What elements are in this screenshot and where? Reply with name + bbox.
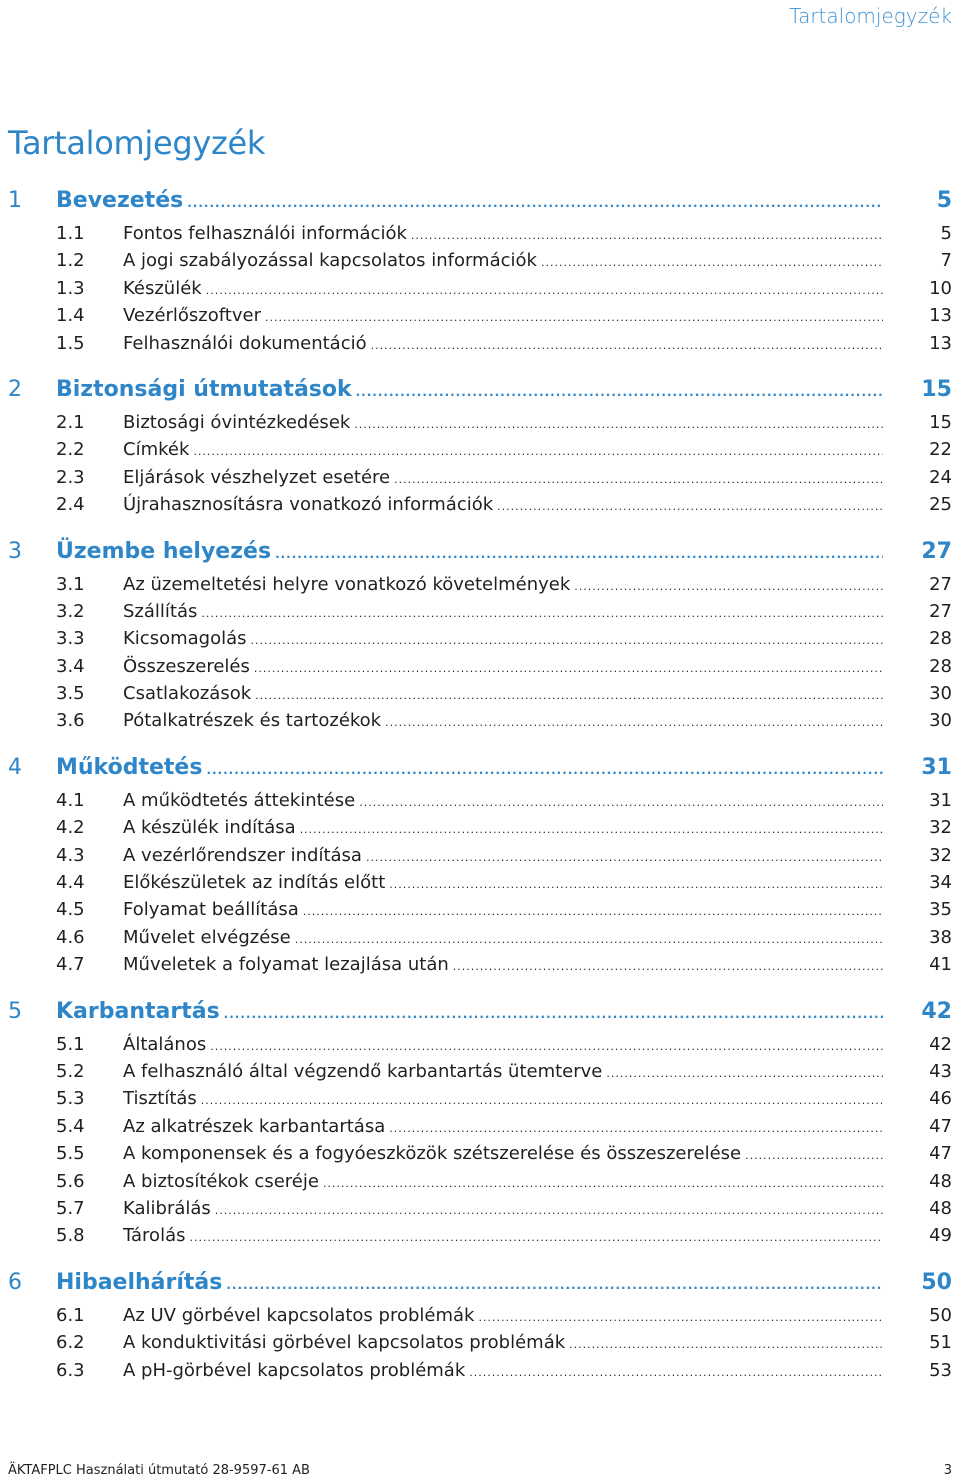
toc-dot-leader (323, 1170, 883, 1197)
toc-dot-leader (255, 682, 883, 709)
toc-dot-leader (453, 953, 883, 980)
toc-entry-title[interactable]: Összeszerelés (123, 655, 250, 677)
toc-entry-title[interactable]: Hibaelhárítás (56, 1269, 223, 1295)
toc-entry-number: 2 (8, 376, 22, 402)
toc-section-6-1[interactable] (0, 1302, 960, 1329)
toc-dot-leader (226, 1266, 883, 1304)
toc-page-number: 48 (929, 1170, 952, 1192)
toc-section-5-1[interactable] (0, 1031, 960, 1058)
toc-dot-leader (206, 277, 883, 304)
toc-section-3-3[interactable] (0, 625, 960, 652)
toc-section-4-7[interactable] (0, 951, 960, 978)
toc-entry-title[interactable]: Művelet elvégzése (123, 926, 291, 948)
toc-entry-number: 4.4 (56, 872, 85, 894)
toc-dot-leader (251, 627, 883, 654)
toc-entry-number: 2.1 (56, 411, 85, 433)
toc-section-2-3[interactable] (0, 464, 960, 491)
toc-entry-number: 5.1 (56, 1033, 85, 1055)
toc-dot-leader (574, 573, 883, 600)
toc-dot-leader (366, 844, 883, 871)
table-of-contents (0, 182, 960, 1384)
toc-page-number: 48 (929, 1197, 952, 1219)
toc-page-number: 28 (929, 655, 952, 677)
toc-chapter-2[interactable] (0, 371, 960, 409)
toc-section-5-7[interactable] (0, 1195, 960, 1222)
toc-section-2-1[interactable] (0, 409, 960, 436)
toc-page-number: 22 (929, 439, 952, 461)
toc-section-1-4[interactable] (0, 302, 960, 329)
toc-section-5-3[interactable] (0, 1085, 960, 1112)
toc-dot-leader (354, 411, 883, 438)
toc-entry-text (123, 896, 883, 925)
toc-section-1-2[interactable] (0, 247, 960, 274)
toc-entry-number: 4.3 (56, 844, 85, 866)
toc-page-number: 27 (929, 600, 952, 622)
toc-entry-number: 5.8 (56, 1225, 85, 1247)
toc-entry-text (123, 1085, 883, 1114)
chapter-spacer (0, 519, 960, 533)
toc-entry-title[interactable]: Folyamat beállítása (123, 899, 299, 921)
toc-entry-text (123, 1031, 883, 1060)
toc-section-6-2[interactable] (0, 1329, 960, 1356)
toc-entry-number: 5.6 (56, 1170, 85, 1192)
toc-page-number: 47 (929, 1115, 952, 1137)
toc-entry-title[interactable]: A pH-görbével kapcsolatos problémák (123, 1359, 466, 1381)
toc-entry-number: 3.2 (56, 600, 85, 622)
toc-dot-leader (411, 222, 883, 249)
toc-entry-title[interactable]: Fontos felhasználói információk (123, 223, 407, 244)
toc-page-number: 7 (940, 250, 952, 272)
chapter-spacer (0, 1250, 960, 1264)
toc-page-number: 31 (921, 754, 952, 780)
toc-page-number: 47 (929, 1143, 952, 1165)
toc-entry-title[interactable]: Bevezetés (56, 188, 184, 213)
toc-entry-title[interactable]: Csatlakozások (123, 683, 252, 705)
toc-section-6-3[interactable] (0, 1357, 960, 1384)
toc-section-4-6[interactable] (0, 924, 960, 951)
toc-entry-text (123, 1302, 883, 1331)
toc-entry-number: 1 (8, 188, 22, 213)
toc-entry-number: 1.1 (56, 223, 85, 244)
toc-entry-text (123, 247, 883, 276)
toc-dot-leader (215, 1197, 883, 1224)
page-title: Tartalomjegyzék (8, 124, 266, 162)
toc-entry-text (123, 842, 883, 871)
toc-entry-text (123, 1222, 883, 1251)
toc-page-number: 50 (929, 1304, 952, 1326)
toc-entry-title[interactable]: Pótalkatrészek és tartozékok (123, 710, 382, 732)
toc-entry-text (123, 436, 883, 465)
toc-entry-number: 6.3 (56, 1359, 85, 1381)
toc-section-2-2[interactable] (0, 436, 960, 463)
toc-entry-text (123, 653, 883, 682)
toc-entry-number: 5.5 (56, 1143, 85, 1165)
toc-page-number: 13 (929, 305, 952, 327)
footer-page-number: 3 (943, 1463, 952, 1478)
toc-entry-text (56, 993, 883, 1033)
toc-page-number: 32 (929, 817, 952, 839)
toc-entry-number: 3.5 (56, 683, 85, 705)
toc-entry-number: 2.3 (56, 466, 85, 488)
toc-page-number: 13 (929, 332, 952, 354)
toc-section-1-5[interactable] (0, 330, 960, 357)
toc-section-1-1[interactable] (0, 220, 960, 247)
toc-page-number: 49 (929, 1225, 952, 1247)
toc-entry-text (123, 1058, 883, 1087)
toc-entry-number: 2.4 (56, 494, 85, 516)
toc-entry-text (123, 491, 883, 520)
toc-dot-leader (356, 373, 883, 411)
toc-page-number: 10 (929, 277, 952, 299)
toc-dot-leader (394, 466, 883, 493)
toc-entry-text (56, 1264, 883, 1304)
toc-page-number: 50 (921, 1269, 952, 1295)
toc-entry-title[interactable]: Vezérlőszoftver (123, 305, 261, 327)
toc-entry-text (123, 814, 883, 843)
toc-page-number: 24 (929, 466, 952, 488)
toc-entry-title[interactable]: Karbantartás (56, 998, 220, 1024)
toc-dot-leader (478, 1304, 883, 1331)
toc-chapter-1[interactable] (0, 182, 960, 220)
toc-dot-leader (497, 493, 883, 520)
toc-entry-title[interactable]: Kicsomagolás (123, 628, 247, 650)
toc-entry-text (123, 409, 883, 438)
toc-entry-title[interactable]: A jogi szabályozással kapcsolatos információk (123, 250, 537, 272)
toc-entry-text (123, 680, 883, 709)
toc-page-number: 53 (929, 1359, 952, 1381)
toc-entry-number: 5.3 (56, 1088, 85, 1110)
toc-dot-leader (187, 184, 883, 222)
toc-page-number: 51 (929, 1332, 952, 1354)
toc-page-number: 30 (929, 710, 952, 732)
toc-entry-text (123, 1357, 883, 1386)
toc-entry-title[interactable]: A vezérlőrendszer indítása (123, 844, 362, 866)
toc-entry-title[interactable]: Felhasználói dokumentáció (123, 332, 367, 354)
toc-page-number: 34 (929, 872, 952, 894)
toc-entry-title[interactable]: Általános (123, 1033, 207, 1055)
toc-dot-leader (295, 926, 883, 953)
toc-section-3-1[interactable] (0, 571, 960, 598)
toc-entry-title[interactable]: Tisztítás (123, 1088, 197, 1110)
toc-entry-number: 4.1 (56, 789, 85, 811)
toc-section-2-4[interactable] (0, 491, 960, 518)
toc-page-number: 5 (940, 223, 952, 244)
toc-dot-leader (569, 1331, 883, 1358)
toc-entry-title[interactable]: Az üzemeltetési helyre vonatkozó követelmények (123, 573, 571, 595)
toc-entry-title[interactable]: Kalibrálás (123, 1197, 211, 1219)
toc-dot-leader (224, 995, 883, 1033)
toc-dot-leader (189, 1224, 883, 1251)
toc-section-4-5[interactable] (0, 896, 960, 923)
toc-dot-leader (371, 332, 883, 359)
toc-entry-title[interactable]: A készülék indítása (123, 817, 296, 839)
toc-section-5-6[interactable] (0, 1168, 960, 1195)
toc-entry-text (123, 1140, 883, 1169)
toc-chapter-6[interactable] (0, 1264, 960, 1302)
toc-dot-leader (389, 871, 883, 898)
toc-entry-title[interactable]: Előkészületek az indítás előtt (123, 872, 386, 894)
toc-section-3-6[interactable] (0, 707, 960, 734)
toc-entry-number: 6 (8, 1269, 22, 1295)
toc-chapter-5[interactable] (0, 993, 960, 1031)
toc-entry-text (56, 182, 883, 222)
chapter-spacer (0, 357, 960, 371)
toc-entry-title[interactable]: A biztosítékok cseréje (123, 1170, 319, 1192)
toc-entry-title[interactable]: Műveletek a folyamat lezajlása után (123, 954, 449, 976)
toc-entry-number: 3 (8, 538, 22, 564)
toc-entry-text (123, 330, 883, 359)
toc-entry-text (123, 625, 883, 654)
toc-entry-number: 4 (8, 754, 22, 780)
toc-entry-number: 4.7 (56, 954, 85, 976)
toc-entry-number: 5.2 (56, 1060, 85, 1082)
toc-entry-title[interactable]: Az UV görbével kapcsolatos problémák (123, 1304, 475, 1326)
toc-entry-number: 1.5 (56, 332, 85, 354)
toc-dot-leader (389, 1115, 883, 1142)
toc-dot-leader (469, 1359, 883, 1386)
toc-entry-title[interactable]: Tárolás (123, 1225, 186, 1247)
toc-section-3-2[interactable] (0, 598, 960, 625)
toc-entry-text (123, 1113, 883, 1142)
toc-entry-number: 1.3 (56, 277, 85, 299)
toc-section-1-3[interactable] (0, 275, 960, 302)
toc-entry-number: 5.7 (56, 1197, 85, 1219)
toc-dot-leader (541, 249, 883, 276)
toc-entry-number: 3.6 (56, 710, 85, 732)
toc-page-number: 28 (929, 628, 952, 650)
toc-page-number: 27 (921, 538, 952, 564)
toc-page-number: 35 (929, 899, 952, 921)
footer-document-id: ÄKTAFPLC Használati útmutató 28-9597-61 AB (8, 1463, 310, 1478)
toc-entry-number: 6.2 (56, 1332, 85, 1354)
toc-page-number: 27 (929, 573, 952, 595)
toc-entry-title[interactable]: Az alkatrészek karbantartása (123, 1115, 386, 1137)
toc-page-number: 46 (929, 1088, 952, 1110)
toc-entry-text (123, 869, 883, 898)
toc-entry-text (123, 571, 883, 600)
toc-entry-title[interactable]: Eljárások vészhelyzet esetére (123, 466, 391, 488)
running-header: Tartalomjegyzék (789, 4, 952, 28)
toc-entry-text (123, 220, 883, 249)
toc-entry-text (56, 371, 883, 411)
toc-entry-text (123, 707, 883, 736)
toc-dot-leader (275, 535, 883, 573)
toc-page-number: 5 (936, 188, 952, 213)
chapter-spacer (0, 735, 960, 749)
toc-section-5-2[interactable] (0, 1058, 960, 1085)
chapter-spacer (0, 979, 960, 993)
toc-dot-leader (201, 1087, 883, 1114)
toc-entry-number: 2.2 (56, 439, 85, 461)
toc-entry-title[interactable]: Üzembe helyezés (56, 538, 272, 564)
toc-dot-leader (745, 1142, 883, 1169)
toc-page-number: 15 (929, 411, 952, 433)
toc-entry-number: 3.3 (56, 628, 85, 650)
toc-chapter-3[interactable] (0, 533, 960, 571)
toc-page-number: 15 (921, 376, 952, 402)
toc-page-number: 42 (921, 998, 952, 1024)
toc-entry-number: 6.1 (56, 1304, 85, 1326)
toc-entry-text (123, 464, 883, 493)
toc-entry-title[interactable]: Újrahasznosításra vonatkozó információk (123, 494, 494, 516)
toc-section-4-1[interactable] (0, 787, 960, 814)
toc-page-number: 41 (929, 954, 952, 976)
toc-dot-leader (193, 438, 883, 465)
toc-entry-title[interactable]: A működtetés áttekintése (123, 789, 356, 811)
toc-entry-text (123, 1168, 883, 1197)
toc-entry-title[interactable]: Biztosági óvintézkedések (123, 411, 351, 433)
toc-section-5-8[interactable] (0, 1222, 960, 1249)
toc-entry-text (123, 1329, 883, 1358)
toc-entry-title[interactable]: Biztonsági útmutatások (56, 376, 352, 402)
toc-page-number: 43 (929, 1060, 952, 1082)
toc-entry-text (123, 302, 883, 331)
toc-entry-text (123, 787, 883, 816)
toc-dot-leader (300, 816, 883, 843)
toc-dot-leader (359, 789, 883, 816)
toc-page-number: 31 (929, 789, 952, 811)
toc-section-4-3[interactable] (0, 842, 960, 869)
toc-entry-text (123, 924, 883, 953)
toc-section-4-4[interactable] (0, 869, 960, 896)
toc-section-4-2[interactable] (0, 814, 960, 841)
toc-entry-number: 3.4 (56, 655, 85, 677)
toc-entry-number: 5 (8, 998, 22, 1024)
toc-entry-title[interactable]: Működtetés (56, 754, 203, 780)
toc-dot-leader (254, 655, 883, 682)
toc-entry-text (123, 1195, 883, 1224)
toc-entry-text (56, 749, 883, 789)
toc-dot-leader (303, 898, 883, 925)
toc-section-3-4[interactable] (0, 653, 960, 680)
toc-page-number: 32 (929, 844, 952, 866)
toc-section-5-5[interactable] (0, 1140, 960, 1167)
toc-dot-leader (201, 600, 883, 627)
toc-entry-number: 4.6 (56, 926, 85, 948)
toc-entry-text (56, 533, 883, 573)
toc-dot-leader (210, 1033, 883, 1060)
toc-entry-title[interactable]: A felhasználó által végzendő karbantartás ütemterve (123, 1060, 603, 1082)
toc-page-number: 42 (929, 1033, 952, 1055)
toc-entry-title[interactable]: A komponensek és a fogyóeszközök szétszerelése és összeszerelése (123, 1143, 742, 1165)
toc-entry-title[interactable]: Címkék (123, 439, 190, 461)
toc-entry-number: 3.1 (56, 573, 85, 595)
toc-page-number: 38 (929, 926, 952, 948)
toc-entry-number: 1.4 (56, 305, 85, 327)
toc-entry-title[interactable]: Szállítás (123, 600, 198, 622)
toc-entry-number: 1.2 (56, 250, 85, 272)
toc-section-3-5[interactable] (0, 680, 960, 707)
toc-page-number: 30 (929, 683, 952, 705)
toc-dot-leader (265, 304, 883, 331)
toc-entry-title[interactable]: A konduktivitási görbével kapcsolatos problémák (123, 1332, 566, 1354)
toc-dot-leader (606, 1060, 883, 1087)
toc-section-5-4[interactable] (0, 1113, 960, 1140)
toc-entry-number: 4.5 (56, 899, 85, 921)
toc-entry-number: 4.2 (56, 817, 85, 839)
toc-entry-text (123, 951, 883, 980)
toc-entry-title[interactable]: Készülék (123, 277, 202, 299)
toc-page-number: 25 (929, 494, 952, 516)
toc-dot-leader (385, 709, 883, 736)
toc-chapter-4[interactable] (0, 749, 960, 787)
toc-entry-text (123, 275, 883, 304)
toc-entry-text (123, 598, 883, 627)
toc-dot-leader (206, 751, 883, 789)
toc-entry-number: 5.4 (56, 1115, 85, 1137)
